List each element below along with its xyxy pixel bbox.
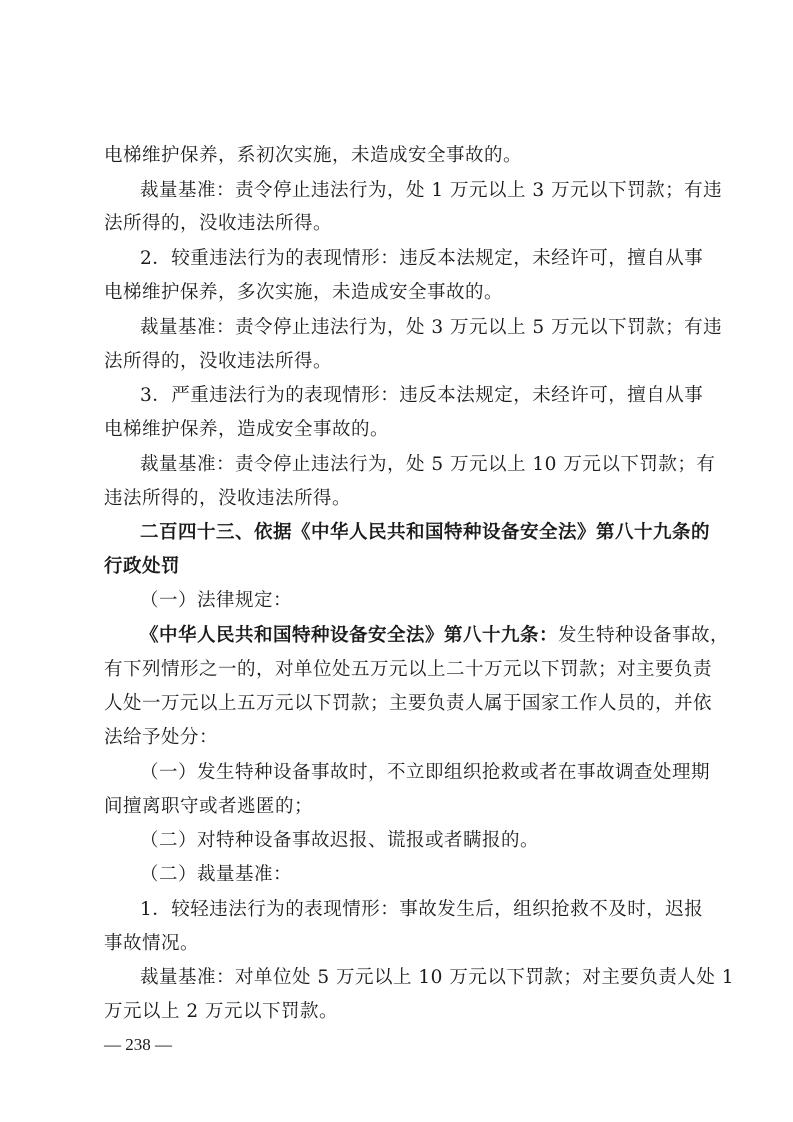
- text-line: （二）对特种设备事故迟报、谎报或者瞒报的。: [140, 830, 540, 851]
- text-line: 违法所得的，没收违法所得。: [104, 488, 352, 509]
- text-line: 裁量基准：对单位处 5 万元以上 10 万元以下罚款；对主要负责人处 1: [140, 967, 734, 988]
- text-line: 有下列情形之一的，对单位处五万元以上二十万元以下罚款；对主要负责: [104, 659, 713, 680]
- text-line: 法所得的，没收违法所得。: [104, 351, 333, 372]
- subsection-heading: （二）裁量基准：: [140, 864, 293, 885]
- law-citation: 《中华人民共和国特种设备安全法》第八十九条：: [140, 625, 559, 646]
- text-line: 电梯维护保养，多次实施，未造成安全事故的。: [104, 282, 504, 303]
- page-number: — 238 —: [104, 1035, 172, 1054]
- section-heading-continued: 行政处罚: [104, 556, 181, 577]
- text-line: 电梯维护保养，造成安全事故的。: [104, 419, 390, 440]
- text-line: 事故情况。: [104, 933, 200, 954]
- subsection-heading: （一）法律规定：: [140, 590, 293, 611]
- text-line: 2．较重违法行为的表现情形：违反本法规定，未经许可，擅自从事: [140, 248, 704, 269]
- text-line: 3．严重违法行为的表现情形：违反本法规定，未经许可，擅自从事: [140, 385, 704, 406]
- text-line: 法给予处分：: [104, 727, 219, 748]
- text-line: 1．较轻违法行为的表现情形：事故发生后，组织抢救不及时，迟报: [140, 899, 704, 920]
- text-line: 间擅离职守或者逃匿的；: [104, 796, 314, 817]
- text-line: （一）发生特种设备事故时，不立即组织抢救或者在事故调查处理期: [140, 762, 711, 783]
- law-text: 发生特种设备事故，: [558, 625, 730, 646]
- text-line: 裁量基准：责令停止违法行为，处 1 万元以上 3 万元以下罚款；有违: [140, 180, 723, 201]
- text-line: 万元以上 2 万元以下罚款。: [104, 1001, 339, 1022]
- text-line: 法所得的，没收违法所得。: [104, 213, 333, 234]
- legal-provision-line: [140, 623, 730, 649]
- section-heading: 二百四十三、依据《中华人民共和国特种设备安全法》第八十九条的: [140, 522, 711, 543]
- text-line: 电梯维护保养，系初次实施，未造成安全事故的。: [104, 145, 523, 166]
- text-line: 人处一万元以上五万元以下罚款；主要负责人属于国家工作人员的，并依: [104, 693, 713, 714]
- text-line: 裁量基准：责令停止违法行为，处 5 万元以上 10 万元以下罚款；有: [140, 454, 716, 475]
- text-line: 裁量基准：责令停止违法行为，处 3 万元以上 5 万元以下罚款；有违: [140, 317, 723, 338]
